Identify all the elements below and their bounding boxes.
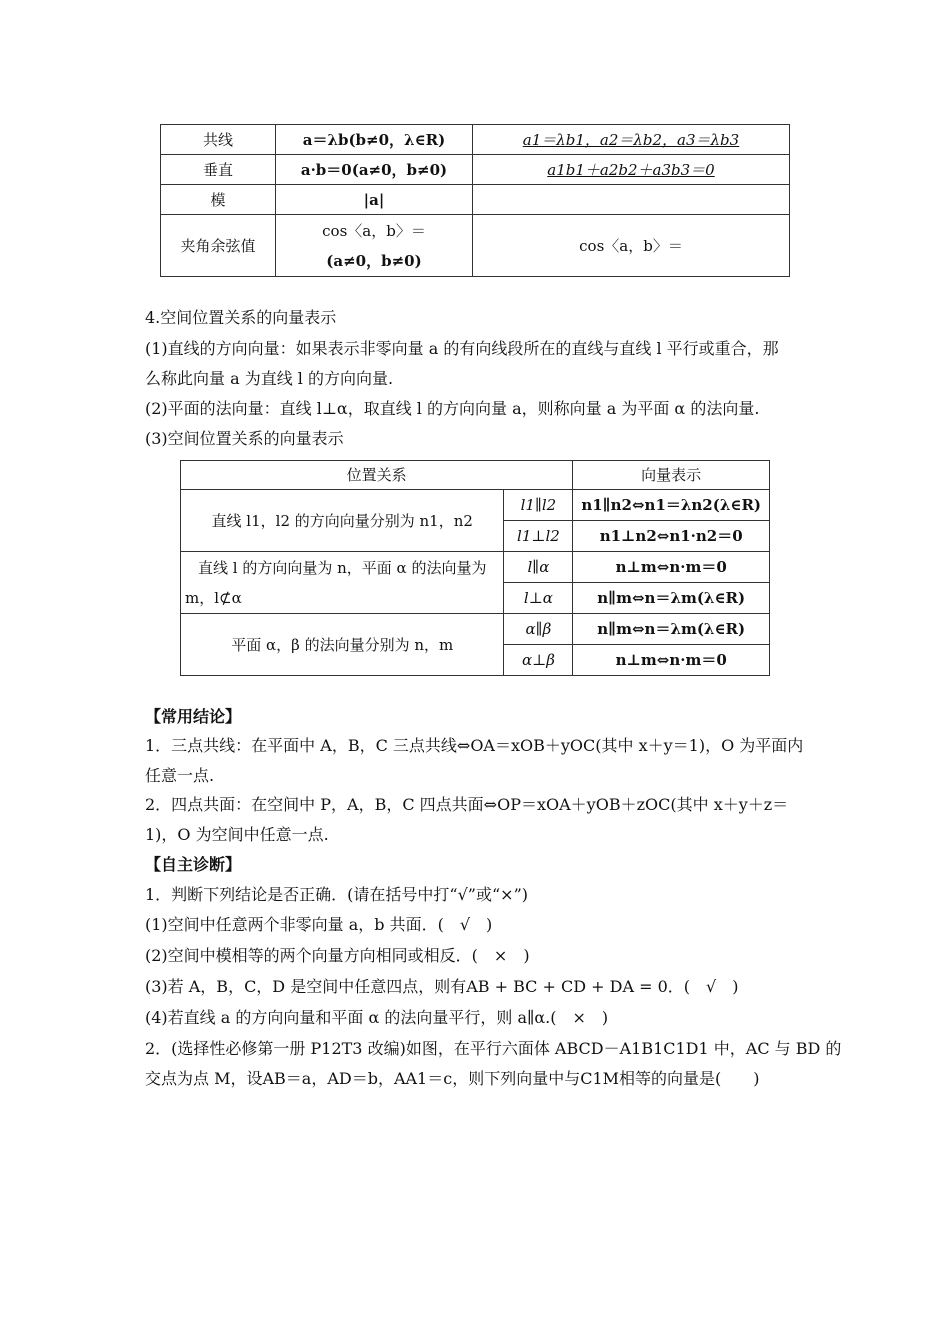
relation-cell: α⊥β <box>504 645 573 676</box>
row-col2: a1b1＋a2b2＋a3b3＝0 <box>473 155 790 185</box>
header-vector: 向量表示 <box>573 461 770 490</box>
table-row <box>161 125 790 155</box>
table-row <box>161 215 790 277</box>
relation-table <box>180 460 770 676</box>
vector-cell: n1∥n2⇔n1＝λn2(λ∈R) <box>573 490 770 521</box>
paragraph: 2．四点共面：在空间中 P，A，B，C 四点共面⇔OP＝xOA＋yOB＋zOC(其中 x＋y＋z＝ <box>145 795 789 814</box>
paragraph: 任意一点. <box>145 766 215 785</box>
question-item: (4)若直线 a 的方向向量和平面 α 的法向量平行，则 a∥α.( × ) <box>145 1008 609 1027</box>
row-col1: |a| <box>276 185 473 215</box>
paragraph: 1)，O 为空间中任意一点. <box>145 825 329 844</box>
relation-cell: l∥α <box>504 552 573 583</box>
row-name: 共线 <box>161 125 276 155</box>
relation-cell: l1⊥l2 <box>504 521 573 552</box>
question: 1．判断下列结论是否正确．(请在括号中打“√”或“×”) <box>145 885 528 904</box>
group-desc-line: 直线 l 的方向向量为 n，平面 α 的法向量为 <box>198 558 487 577</box>
table-row <box>181 490 770 521</box>
paragraph: (3)空间位置关系的向量表示 <box>145 429 344 448</box>
question-item: (1)空间中任意两个非零向量 a，b 共面．( √ ) <box>145 915 493 934</box>
relation-cell: l1∥l2 <box>504 490 573 521</box>
vector-cell: n∥m⇔n＝λm(λ∈R) <box>573 583 770 614</box>
header-relation: 位置关系 <box>181 461 573 490</box>
question-item: (3)若 A，B，C，D 是空间中任意四点，则有AB + BC + CD + DA = 0．( √ ) <box>145 977 739 996</box>
row-name: 模 <box>161 185 276 215</box>
relation-cell: α∥β <box>504 614 573 645</box>
paragraph: 1．三点共线：在平面中 A，B，C 三点共线⇔OA＝xOB＋yOC(其中 x＋y＝1)，O 为平面内 <box>145 736 804 755</box>
row-col2 <box>473 185 790 215</box>
question-item: (2)空间中模相等的两个向量方向相同或相反．( × ) <box>145 946 530 965</box>
row-col1 <box>276 215 473 277</box>
coordinate-table <box>160 124 790 277</box>
nonzero-condition: (a≠0，b≠0) <box>326 251 422 270</box>
vector-cell: n∥m⇔n＝λm(λ∈R) <box>573 614 770 645</box>
vector-cell: n⊥m⇔n·m＝0 <box>573 645 770 676</box>
row-name: 垂直 <box>161 155 276 185</box>
row-col1: a＝λb(b≠0，λ∈R) <box>276 125 473 155</box>
row-col2: cos〈a，b〉＝ <box>473 215 790 277</box>
table-row <box>161 155 790 185</box>
question: 2．(选择性必修第一册 P12T3 改编)如图，在平行六面体 ABCD－A1B1C1D1 中，AC 与 BD 的 <box>145 1039 842 1058</box>
table-row <box>181 614 770 645</box>
group-desc: 平面 α，β 的法向量分别为 n，m <box>181 614 504 676</box>
paragraph: 么称此向量 a 为直线 l 的方向向量. <box>145 369 394 388</box>
paragraph: (1)直线的方向向量：如果表示非零向量 a 的有向线段所在的直线与直线 l 平行或重合，那 <box>145 339 779 358</box>
paragraph: (2)平面的法向量：直线 l⊥α，取直线 l 的方向向量 a，则称向量 a 为平面 α 的法向量. <box>145 399 760 418</box>
diagnosis-heading: 【自主诊断】 <box>145 855 242 874</box>
group-desc: 直线 l1，l2 的方向向量分别为 n1，n2 <box>181 490 504 552</box>
row-name: 夹角余弦值 <box>161 215 276 277</box>
conclusions-heading: 【常用结论】 <box>145 707 242 726</box>
row-col2: a1＝λb1，a2＝λb2，a3＝λb3 <box>473 125 790 155</box>
table-row <box>161 185 790 215</box>
relation-cell: l⊥α <box>504 583 573 614</box>
row-col1: a·b＝0(a≠0，b≠0) <box>276 155 473 185</box>
table-row <box>181 461 770 490</box>
vector-cell: n⊥m⇔n·m＝0 <box>573 552 770 583</box>
table-row <box>181 552 770 583</box>
group-desc <box>181 552 504 614</box>
question: 交点为点 M，设AB＝a，AD＝b，AA1＝c，则下列向量中与C1M相等的向量是( ) <box>145 1069 760 1088</box>
vector-cell: n1⊥n2⇔n1·n2＝0 <box>573 521 770 552</box>
section-title: 4.空间位置关系的向量表示 <box>145 308 337 327</box>
group-desc-line: m，l⊄α <box>185 588 242 607</box>
cos-formula: cos〈a，b〉＝ <box>322 221 426 240</box>
